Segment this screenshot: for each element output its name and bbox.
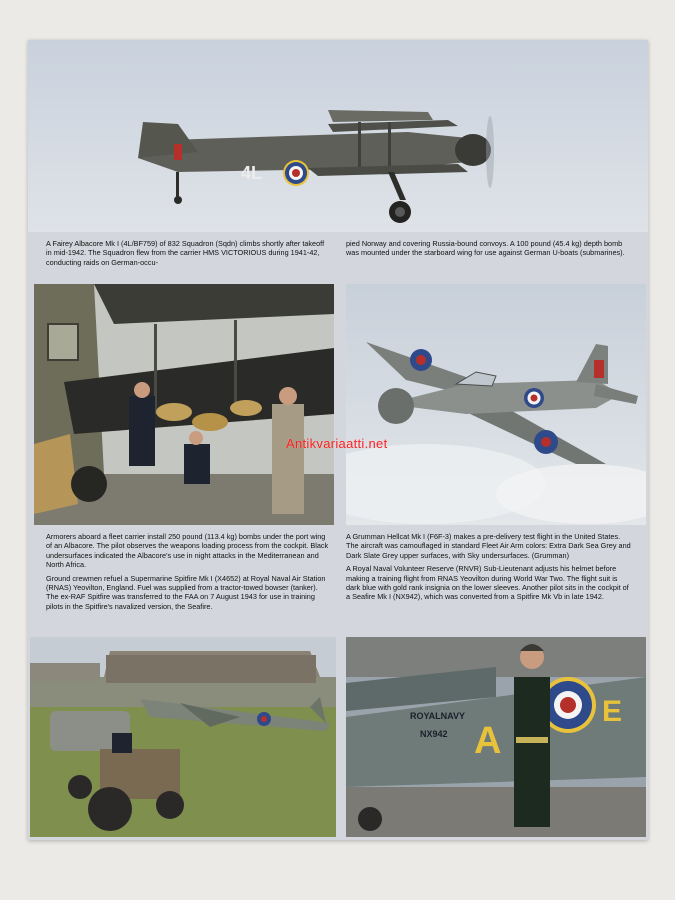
back-cover <box>28 40 648 840</box>
caption-rnvr: A Royal Naval Volunteer Reserve (RNVR) Sub-Lieutenant adjusts his helmet before making a training flight from RNAS Yeovilton during World War Two. The flight suit is dark blue with gold rank insignia on the lower sleeves. Another pilot sits in the cockpit of a Seafire Mk I (NX942), which was converted from a Spitfire Mk Vb in late 1942. <box>346 564 629 602</box>
photo-hellcat-flight <box>346 284 646 525</box>
caption-column-left <box>46 532 330 615</box>
caption-hellcat: A Grumman Hellcat Mk I (F6F-3) makes a pre-delivery test flight in the United States. The aircraft was camouflaged in standard Fleet Air Arm colors: Extra Dark Sea Grey and Dark Slate Grey upper surfaces, with Sky undersurfaces. (Grumman) <box>346 532 631 560</box>
photo-spitfire-refuel <box>30 637 336 837</box>
caption-armorers: Armorers aboard a fleet carrier install 250 pound (113.4 kg) bombs under the port wing of an Albacore. The pilot observes the weapons loading process from the cockpit. Black undersurfaces indicated the Albacore's use in night attacks in the Mediterranean and North Africa. <box>46 532 329 570</box>
seafire-letter-e: E <box>602 695 623 728</box>
caption-albacore-right <box>346 239 630 262</box>
caption-spitfire-refuel: Ground crewmen refuel a Supermarine Spitfire Mk I (X4652) at Royal Naval Air Station (RNAS) Yeovilton, England. Fuel was supplied from a tractor-towed bowser (tanker). The ex-RAF Spitfire was transferred to the FAA on 7 August 1943 for use in training pilots in the Spitfire's navalized version, the Seafire. <box>46 573 326 611</box>
photo-rnvr-pilot-seafire <box>346 637 646 837</box>
caption-text: pied Norway and covering Russia-bound convoys. A 100 pound (45.4 kg) depth bomb was mounted under the starboard wing for use against German U-boats (submarines). <box>346 239 625 258</box>
photo-albacore-flight <box>28 40 648 232</box>
albacore-code: 4L <box>241 163 263 183</box>
watermark-text: Antikvariaatti.net <box>286 436 388 451</box>
seafire-royal-navy-text: ROYALNAVY <box>410 711 466 721</box>
caption-albacore-left <box>46 239 328 271</box>
caption-column-right <box>346 532 632 606</box>
seafire-letter-a: A <box>474 720 502 762</box>
photo-armorers-bombs <box>34 284 334 525</box>
seafire-serial: NX942 <box>420 729 448 739</box>
caption-text: A Fairey Albacore Mk I (4L/BF759) of 832 Squadron (Sqdn) climbs shortly after takeoff in mid-1942. The Squadron flew from the carrier HMS VICTORIOUS during 1941-42, conducting raids on German-occu- <box>46 239 325 267</box>
